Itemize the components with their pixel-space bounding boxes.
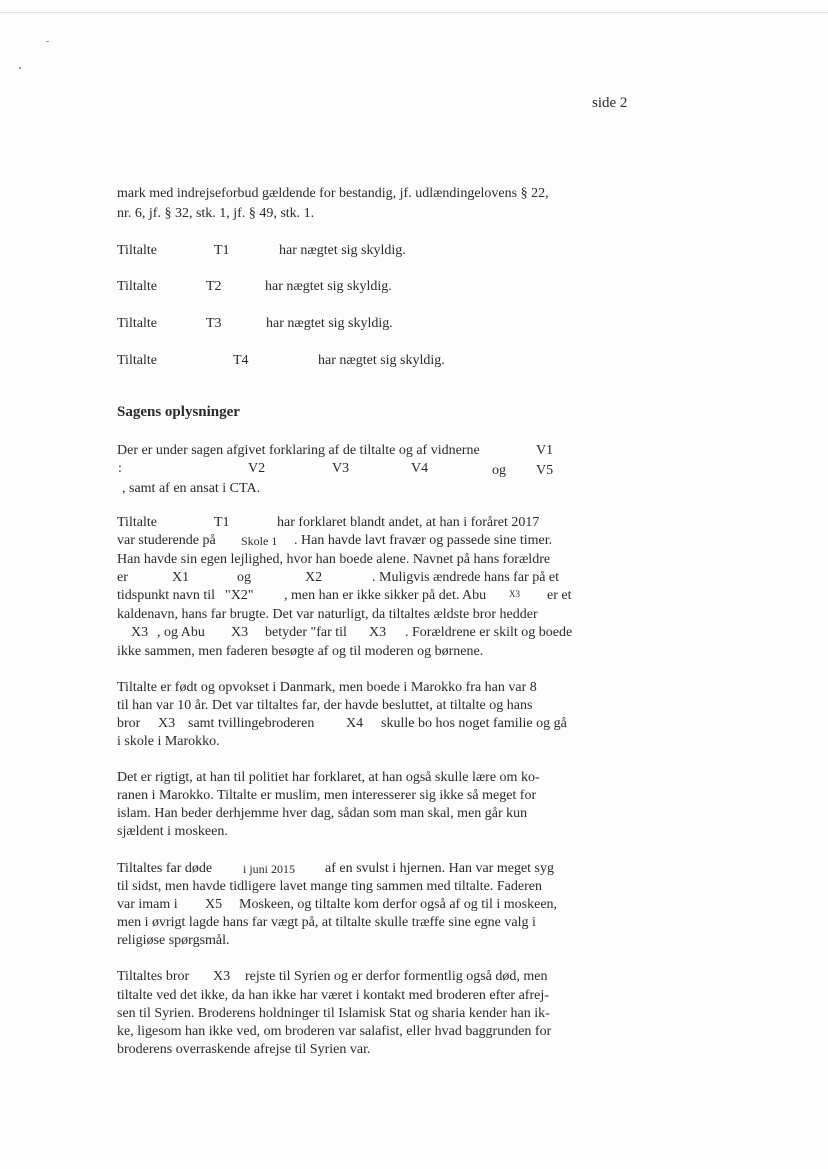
text-fragment: skulle bo hos noget familie og gå [381, 716, 567, 731]
person-code: X2 [305, 570, 323, 585]
text-line: til sidst, men havde tidligere lavet mange ting sammen med tiltalte. Faderen [117, 879, 542, 894]
defendant-code: T4 [233, 353, 249, 368]
text-fragment: rejste til Syrien og er derfor formentlig også død, men [245, 969, 548, 984]
text-line: sjældent i moskeen. [117, 824, 228, 839]
date-fragment: i juni 2015 [243, 862, 296, 876]
person-code: X3 [131, 625, 149, 640]
text-fragment: tidspunkt navn til [117, 588, 215, 603]
witness-code: V1 [536, 443, 554, 458]
defendant-plea: har nægtet sig skyldig. [279, 243, 406, 258]
scan-top-edge [0, 12, 828, 13]
person-code: X5 [205, 897, 223, 912]
text-fragment: og [492, 463, 506, 478]
text-fragment: var studerende på [117, 533, 216, 548]
text-fragment: betyder "far til [265, 625, 347, 640]
text-fragment: Tiltalte [117, 515, 157, 530]
text-fragment: . Muligvis ændrede hans far på et [372, 570, 560, 585]
text-fragment: er [117, 570, 128, 585]
defendant-code: T2 [206, 279, 222, 294]
text-line: tiltalte ved det ikke, da han ikke har været i kontakt med broderen efter afrej- [117, 988, 549, 1003]
text-line: religiøse spørgsmål. [117, 933, 230, 948]
defendant-label: Tiltalte [117, 316, 157, 331]
defendant-label: Tiltalte [117, 279, 157, 294]
text-line: Tiltalte er født og opvokset i Danmark, men boede i Marokko fra han var 8 [117, 680, 537, 695]
text-fragment: samt tvillingebroderen [188, 716, 315, 731]
section-heading: Sagens oplysninger [117, 404, 240, 420]
text-line: Det er rigtigt, at han til politiet har forklaret, at han også skulle lære om ko- [117, 770, 540, 785]
text-fragment: . Han havde lavt fravær og passede sine timer. [294, 533, 553, 548]
text-line: ikke sammen, men faderen besøgte af og til moderen og børnene. [117, 644, 484, 659]
person-code: X3 [509, 589, 520, 599]
text-fragment: har forklaret blandt andet, at han i foråret 2017 [277, 515, 540, 530]
text-fragment: bror [117, 716, 141, 731]
defendant-plea: har nægtet sig skyldig. [318, 353, 445, 368]
text-fragment: af en svulst i hjernen. Han var meget syg [325, 861, 554, 876]
text-fragment: er et [547, 588, 572, 603]
person-code: X4 [346, 716, 364, 731]
person-code: X3 [213, 969, 231, 984]
school-code: Skole 1 [241, 534, 278, 548]
witness-code: V3 [332, 461, 350, 476]
defendant-code: T1 [214, 515, 230, 530]
scan-speck [46, 41, 49, 42]
witness-code: V2 [248, 461, 266, 476]
text-fragment: : [118, 461, 122, 476]
person-code: X3 [231, 625, 249, 640]
defendant-label: Tiltalte [117, 353, 157, 368]
intro-line: nr. 6, jf. § 32, stk. 1, jf. § 49, stk. 1. [117, 206, 315, 221]
scan-speck [19, 67, 21, 69]
text-fragment: . Forældrene er skilt og boede [405, 625, 573, 640]
text-fragment: Tiltaltes far døde [117, 861, 213, 876]
text-line: sen til Syrien. Broderens holdninger til Islamisk Stat og sharia kender han ik- [117, 1006, 550, 1021]
text-fragment: , og Abu [157, 625, 205, 640]
page-number: side 2 [592, 95, 628, 111]
text-line: til han var 10 år. Det var tiltaltes far, der havde besluttet, at tiltalte og hans [117, 698, 533, 713]
text-line: men i øvrigt lagde hans far vægt på, at tiltalte skulle træffe sine egne valg i [117, 915, 536, 930]
text-line: islam. Han beder derhjemme hver dag, sådan som man skal, men går kun [117, 806, 528, 821]
person-code: X3 [158, 716, 176, 731]
intro-line: mark med indrejseforbud gældende for bestandig, jf. udlændingelovens § 22, [117, 186, 549, 201]
witness-code: V5 [536, 463, 554, 478]
text-line: Der er under sagen afgivet forklaring af de tiltalte og af vidnerne [117, 443, 480, 458]
defendant-plea: har nægtet sig skyldig. [265, 279, 392, 294]
text-line: , samt af en ansat i CTA. [122, 481, 261, 496]
defendant-plea: har nægtet sig skyldig. [266, 316, 393, 331]
text-fragment: Tiltaltes bror [117, 969, 190, 984]
text-fragment: , men han er ikke sikker på det. Abu [284, 588, 487, 603]
text-line: ke, ligesom han ikke ved, om broderen var salafist, eller hvad baggrunden for [117, 1024, 552, 1039]
text-line: kaldenavn, hans far brugte. Det var naturligt, da tiltaltes ældste bror hedder [117, 607, 538, 622]
text-fragment: og [237, 570, 251, 585]
text-line: i skole i Marokko. [117, 734, 220, 749]
text-line: ranen i Marokko. Tiltalte er muslim, men interesserer sig ikke så meget for [117, 788, 537, 803]
defendant-code: T3 [206, 316, 222, 331]
person-code: "X2" [225, 588, 254, 603]
person-code: X1 [172, 570, 190, 585]
defendant-code: T1 [214, 243, 230, 258]
text-fragment: var imam i [117, 897, 178, 912]
text-line: broderens overraskende afrejse til Syrien var. [117, 1042, 371, 1057]
witness-code: V4 [411, 461, 429, 476]
defendant-label: Tiltalte [117, 243, 157, 258]
text-fragment: Moskeen, og tiltalte kom derfor også af og til i moskeen, [239, 897, 558, 912]
text-line: Han havde sin egen lejlighed, hvor han boede alene. Navnet på hans forældre [117, 552, 551, 567]
person-code: X3 [369, 625, 387, 640]
